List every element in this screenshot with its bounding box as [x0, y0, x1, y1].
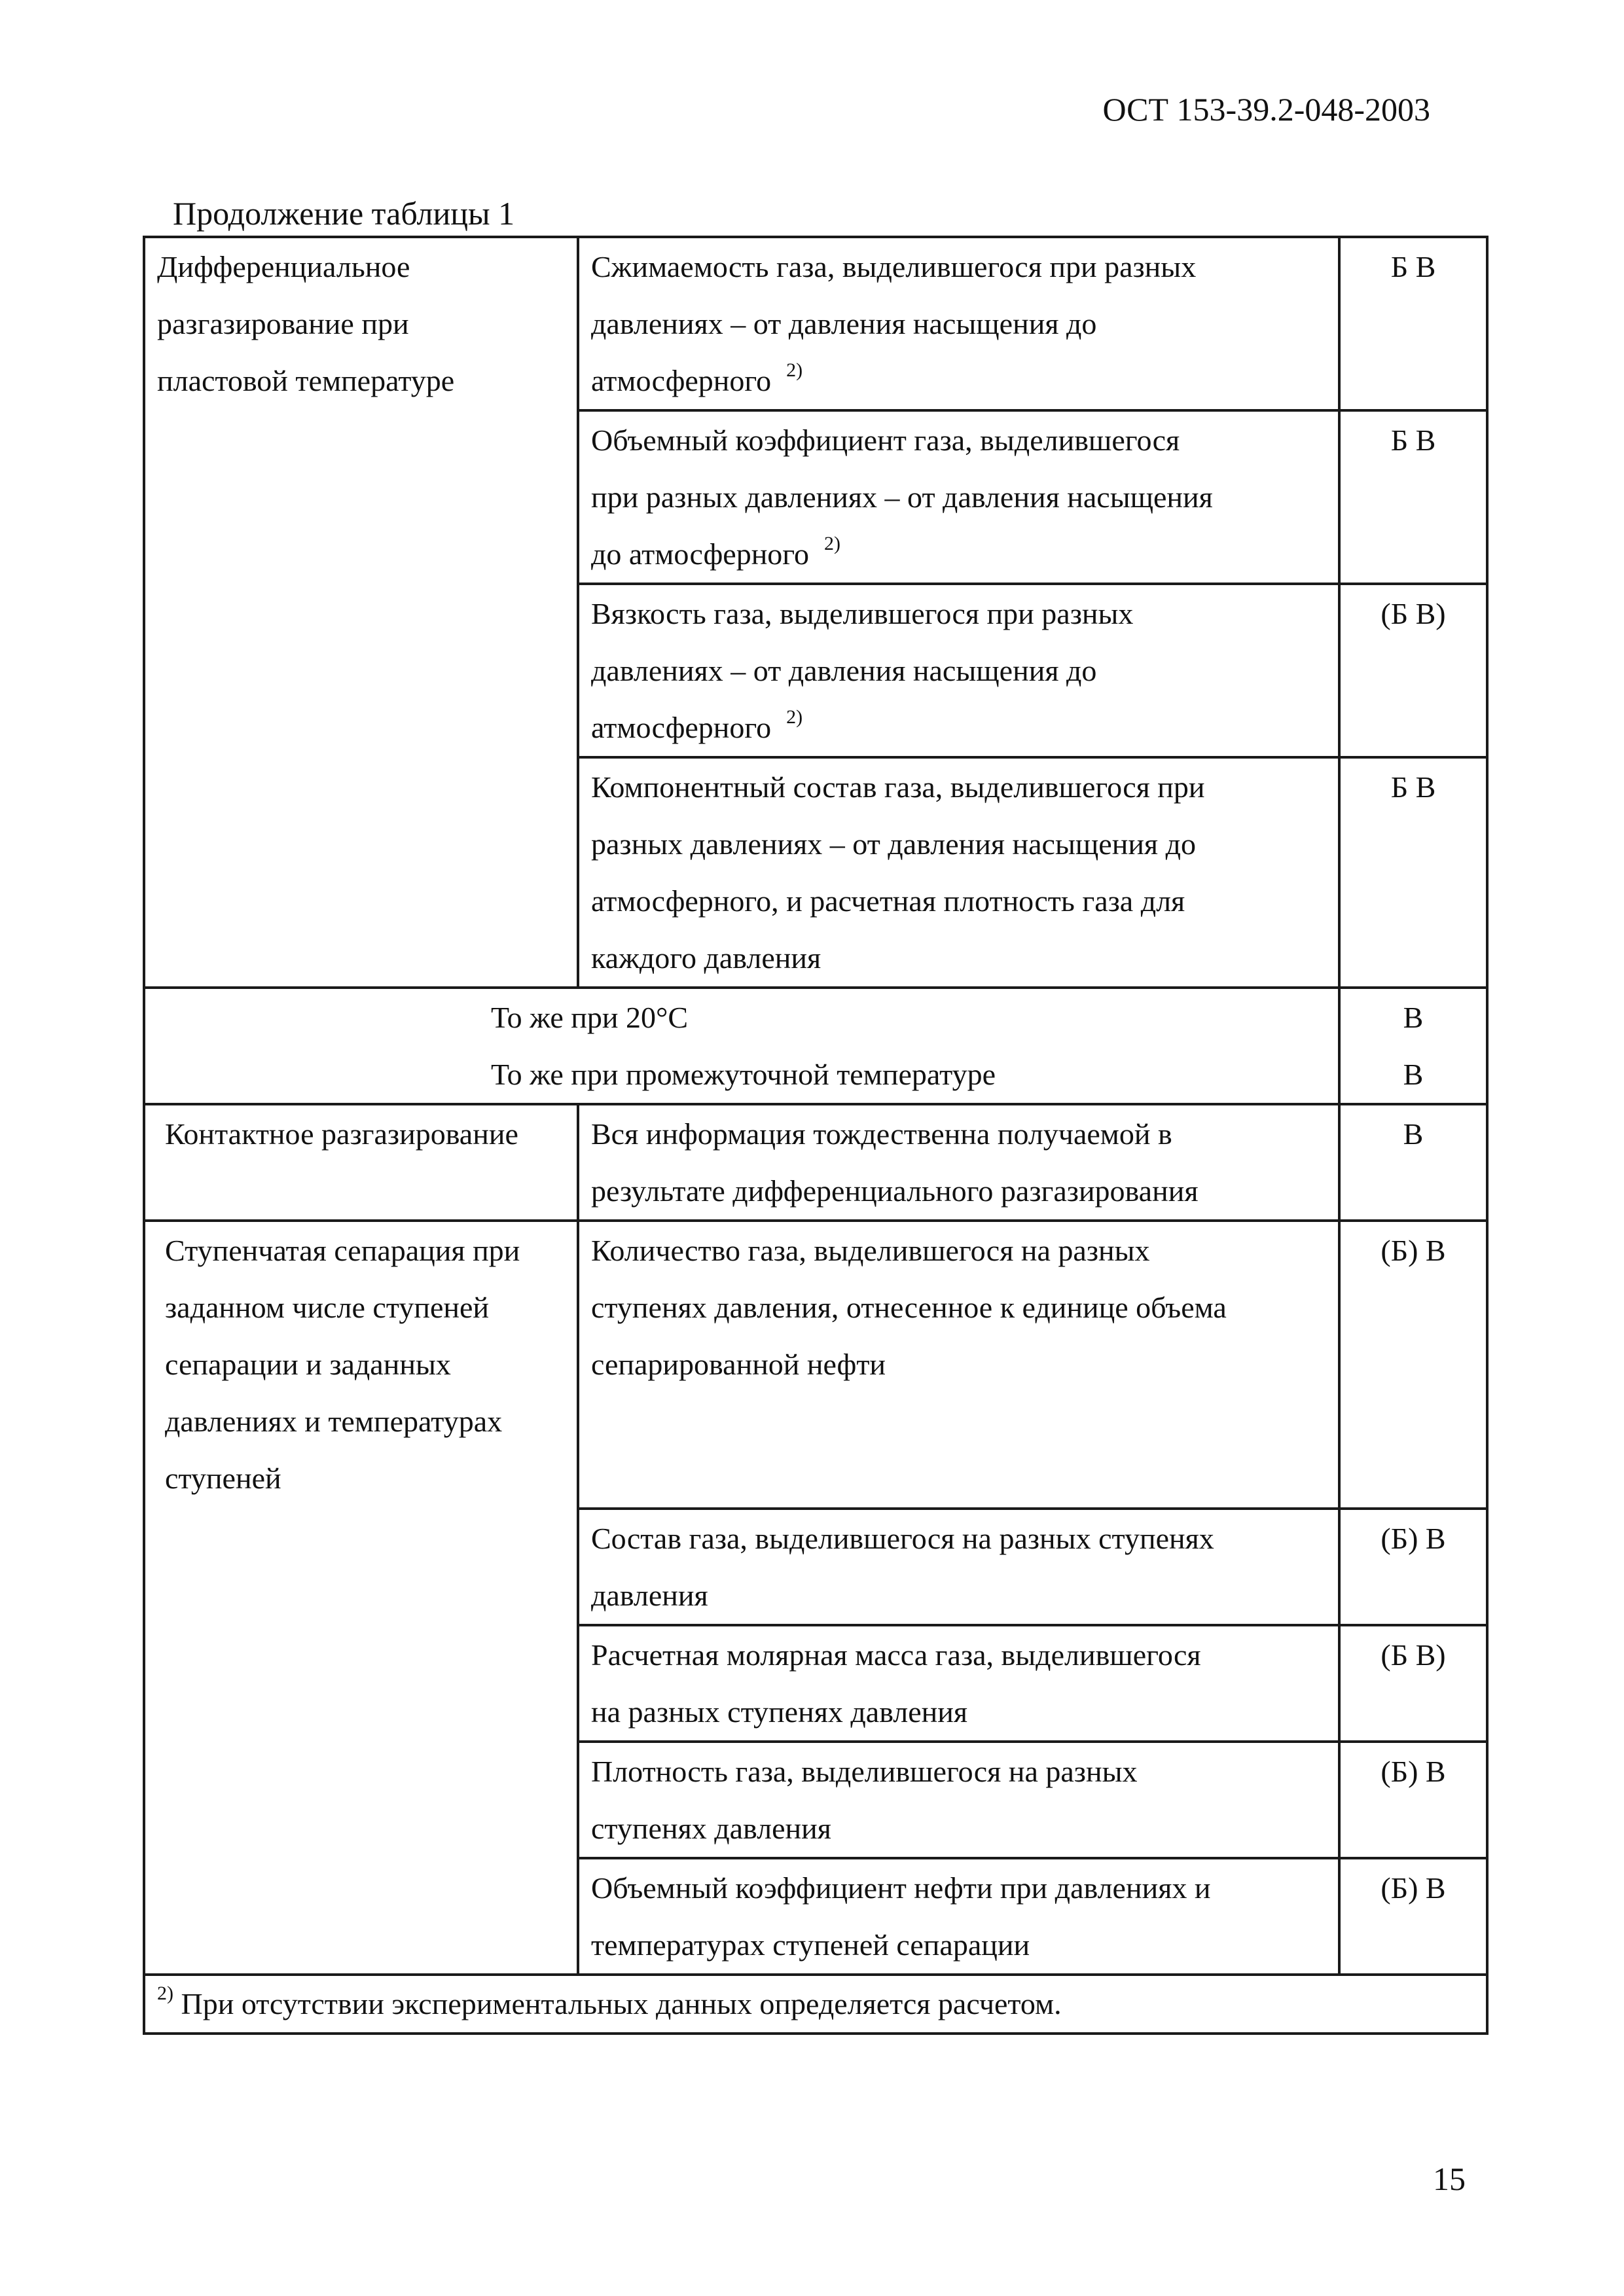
property-cell: Объемный коэффициент нефти при давлениях и температурах ступеней сепарации	[578, 1858, 1339, 1975]
footnote-ref: 2)	[786, 706, 803, 728]
footnote-ref: 2)	[786, 359, 803, 381]
table-row-same-as	[144, 988, 1487, 1104]
property-cell: Сжимаемость газа, выделившегося при разных давлениях – от давления насыщения до атмосферного $^{2)}$	[578, 237, 1339, 410]
property-cell: Вязкость газа, выделившегося при разных давлениях – от давления насыщения до атмосферного $^{2)}$	[578, 584, 1339, 757]
code-cell: Б В	[1339, 757, 1487, 988]
property-cell: Состав газа, выделившегося на разных ступенях давления	[578, 1509, 1339, 1625]
table-row	[144, 1221, 1487, 1509]
property-cell: Вся информация тождественна получаемой в результате дифференциального разгазирования	[578, 1104, 1339, 1221]
property-cell: Плотность газа, выделившегося на разных ступенях давления	[578, 1742, 1339, 1858]
table-row	[144, 1104, 1487, 1221]
code-cell: (Б) В	[1339, 1509, 1487, 1625]
code-cell: Б В	[1339, 237, 1487, 410]
property-cell: Количество газа, выделившегося на разных ступенях давления, отнесенное к единице объема сепарированной нефти	[578, 1221, 1339, 1509]
code-cell: Б В	[1339, 410, 1487, 584]
table-row	[144, 237, 1487, 410]
code-cell: (Б) В	[1339, 1221, 1487, 1509]
property-cell: Объемный коэффициент газа, выделившегося при разных давлениях – от давления насыщения до атмосферного $^{2)}$	[578, 410, 1339, 584]
footnote-ref: 2)	[824, 532, 841, 554]
method-cell-differential: Дифференциальное разгазирование при пластовой температуре	[144, 237, 578, 988]
footnote-text: При отсутствии экспериментальных данных определяется расчетом.	[173, 1987, 1062, 2020]
document-code: ОСТ 153-39.2-048-2003	[1102, 91, 1430, 128]
code-cell: (Б) В	[1339, 1858, 1487, 1975]
table-footnote-row	[144, 1975, 1487, 2034]
code-cell: (Б В)	[1339, 584, 1487, 757]
code-cell: В	[1339, 1104, 1487, 1221]
property-cell: Расчетная молярная масса газа, выделившегося на разных ступенях давления	[578, 1625, 1339, 1742]
same-as-cell: То же при 20°С То же при промежуточной температуре	[144, 988, 1339, 1104]
code-cell: (Б В)	[1339, 1625, 1487, 1742]
table-caption: Продолжение таблицы 1	[173, 195, 515, 232]
footnote-mark: 2)	[157, 1982, 173, 2004]
code-cell: В В	[1339, 988, 1487, 1104]
method-cell-contact: Контактное разгазирование	[144, 1104, 578, 1221]
code-cell: (Б) В	[1339, 1742, 1487, 1858]
page-number: 15	[1433, 2161, 1466, 2197]
footnote-cell	[144, 1975, 1487, 2034]
properties-table	[143, 236, 1489, 2035]
method-cell-stage-separation: Ступенчатая сепарация при заданном числе ступеней сепарации и заданных давлениях и температурах ступеней	[144, 1221, 578, 1975]
property-cell: Компонентный состав газа, выделившегося при разных давлениях – от давления насыщения до атмосферного, и расчетная плотность газа для каждого давления	[578, 757, 1339, 988]
